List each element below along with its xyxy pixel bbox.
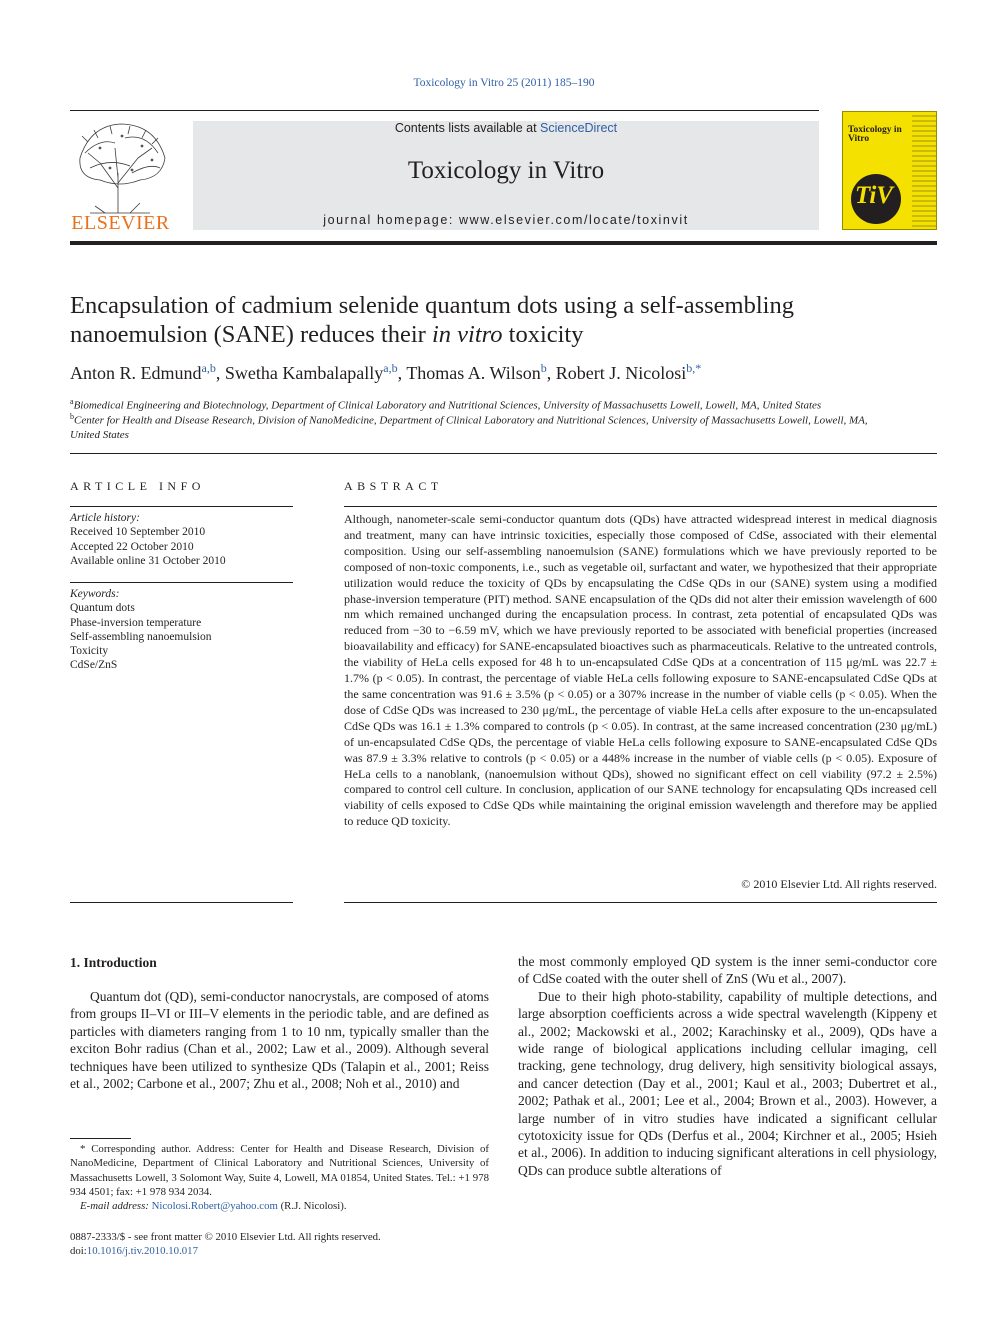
cover-logo-text: TiV	[855, 182, 893, 209]
author-affiliation-mark[interactable]: a,b	[383, 361, 398, 375]
abstract-rule	[344, 506, 937, 507]
author-separator: ,	[546, 363, 556, 383]
title-block-rule	[70, 453, 937, 454]
journal-cover-thumbnail	[842, 111, 937, 230]
keyword-item: Toxicity	[70, 645, 109, 658]
author-name: Anton R. Edmund	[70, 363, 202, 383]
homepage-link[interactable]: www.elsevier.com/locate/toxinvit	[459, 213, 689, 227]
author-affiliation-mark[interactable]: b	[540, 361, 547, 375]
elsevier-wordmark: ELSEVIER	[71, 212, 170, 234]
author-affiliation-mark[interactable]: b,*	[686, 361, 702, 375]
author-affiliation-mark[interactable]: a,b	[201, 361, 216, 375]
journal-title: Toxicology in Vitro	[407, 157, 605, 184]
corresponding-author-footnote	[70, 1142, 489, 1213]
header-bottom-rule	[70, 241, 937, 245]
author-separator: ,	[397, 363, 407, 383]
affiliation-a: $^a$Biomedical Engineering and Biotechnology, Department of Clinical Laboratory and Nutritional Sciences, University of Massachusetts Lowell, Lowell, MA, United States	[70, 397, 822, 412]
author-list	[70, 361, 930, 384]
keyword-item: Quantum dots	[70, 602, 135, 615]
article-history	[70, 511, 293, 568]
affiliation-b: $^b$Center for Health and Disease Research, Division of NanoMedicine, Department of Clinical Laboratory and Nutritional Sciences, University of Massachusetts Lowell, Lowell, MA, United States	[70, 412, 868, 442]
front-matter	[70, 1230, 489, 1259]
doi-line: doi:10.1016/j.tiv.2010.10.017	[70, 1245, 198, 1258]
cover-title: Toxicology in Vitro	[848, 125, 902, 144]
introduction-heading: 1. Introduction	[70, 955, 157, 970]
keyword-item: CdSe/ZnS	[70, 659, 118, 672]
journal-reference[interactable]: Toxicology in Vitro 25 (2011) 185–190	[413, 77, 595, 89]
abstract-text: Although, nanometer-scale semi-conductor quantum dots (QDs) have attracted widespread interest in medical diagnosis and treatment, many can have intrinsic toxicities, especially those composed of CdSe, associated with their elemental composition. Using our self-assembling nanoemulsion (SANE) formulations which we have previously reported to be composed of non-toxic components, i.e., such as vegetable oil, surfactant and water, we hypothesized that their appropriate utilization would reduce the toxicity of QDs by encapsulating the CdSe QDs in our (SANE) system using a modified phase-inversion temperature (PIT) method. SANE encapsulation of the QDs did not alter their emission wavelength of 600 nm which remained unchanged during the encapsulation process. In contrast, zeta potential of encapsulated QDs was reduced from −30 to −6.59 mV, which we have previously reported to be associated with beneficial properties (increased bioavailability and efficacy) for SANE-encapsulated bioactives such as pharmaceuticals. Relative to the untreated controls, the viability of HeLa cells exposed for 48 h to un-encapsulated CdSe QDs at a concentration of 115 μg/mL was 22.7 ± 1.7% (p < 0.05). In contrast, the percentage of viable HeLa cells following exposure to SANE-encapsulated CdSe QDs at the same concentration was 91.6 ± 3.5% (p < 0.05) or a 307% increase in the number of viable cells (p < 0.05). When the dose of CdSe QDs was increased to 230 μg/mL, the percentage of viable HeLa cells after exposure to the un-encapsulated CdSe QDs was 16.1 ± 1.3% compared to controls (p < 0.05). In contrast, at the same increased concentration (230 μg/mL) of un-encapsulated CdSe QDs, the percentage of viable HeLa cells following exposure to SANE-encapsulated CdSe QDs was 87.9 ± 3.3% relative to controls (p < 0.05) or a 448% increase in the number of viable cells (p < 0.05). Exposure of HeLa cells to a nanoblank, (nanoemulsion without QDs), showed no significant effect on cell viability (97.2 ± 2.5%) compared to control cell culture. In conclusion, application of our SANE technology for encapsulating QDs increased cell viability of cells exposed to CdSe QDs while maintaining the original emission wavelength and therefore may be applied to reduce QD toxicity.	[344, 512, 937, 829]
author-separator: ,	[215, 363, 225, 383]
sciencedirect-link[interactable]: ScienceDirect	[540, 121, 618, 135]
contents-line: Contents lists available at ScienceDirect	[394, 121, 618, 135]
abstract-bottom-rule	[344, 902, 937, 903]
history-online: Available online 31 October 2010	[70, 554, 226, 567]
author-name: Swetha Kambalapally	[224, 363, 384, 383]
intro-paragraph: Quantum dot (QD), semi-conductor nanocrystals, are composed of atoms from groups II–VI or III–V elements in the periodic table, and are defined as particles with diameters ranging from 1 to 10 nm, typically smaller than the exciton Bohr radius (Chan et al., 2002; Law et al., 2009). Although several techniques have been utilized to synthesize QDs (Talapin et al., 2001; Reiss et al., 2002; Carbone et al., 2007; Zhu et al., 2008; Noh et al., 2010) and	[70, 989, 489, 1092]
header-top-rule	[70, 110, 819, 111]
history-label: Article history:	[70, 512, 140, 524]
keywords-label: Keywords:	[70, 588, 120, 600]
history-accepted: Accepted 22 October 2010	[70, 540, 194, 553]
article-info-heading: ARTICLE INFO	[70, 479, 205, 493]
intro-paragraph: the most commonly employed QD system is the inner semi-conductor core of CdSe coated with the outer shell of ZnS (Wu et al., 2007).	[518, 954, 937, 987]
abstract-heading: ABSTRACT	[344, 479, 443, 493]
copyright: © 2010 Elsevier Ltd. All rights reserved.	[741, 877, 937, 891]
intro-paragraph: Due to their high photo-stability, capability of multiple detections, and large absorption coefficients across a wide spectral wavelength (Kippeny et al., 2002; Mackowski et al., 2002; Karachinsky et al., 2009), QDs have a wide range of biological applications including cellular imaging, cell tracking, gene technology, drug delivery, high sensitivity biological assays, and cancer detection (Day et al., 2001; Kaul et al., 2003; Dubertret et al., 2002; Pathak et al., 2001; Lee et al., 2004; Brown et al., 2003). However, a large number of in vitro studies have indicated a significant cellular cytotoxicity issue for QDs (Derfus et al., 2004; Kirchner et al., 2005; Hsieh et al., 2006). In addition to inducing significant alterations in cell physiology, QDs can produce subtle alterations of	[518, 988, 937, 1178]
corresponding-author: * Corresponding author. Address: Center for Health and Disease Research, Division of NanoMedicine, Department of Clinical Laboratory and Nutritional Sciences, University of Massachusetts Lowell, 3 Solomont Way, Suite 4, Lowell, MA 01854, United States. Tel.: +1 978 934 4501; fax: +1 978 934 2034.	[70, 1143, 489, 1198]
cover-stripes	[912, 112, 936, 230]
issn-line: 0887-2333/$ - see front matter © 2010 Elsevier Ltd. All rights reserved.	[70, 1231, 381, 1243]
keywords	[70, 587, 293, 673]
article-info-rule	[70, 506, 293, 507]
keyword-item: Phase-inversion temperature	[70, 616, 202, 629]
intro-right-column	[518, 953, 937, 1179]
footnote-rule	[70, 1138, 131, 1139]
article-title: Encapsulation of cadmium selenide quantum dots using a self-assembling nanoemulsion (SANE) reduces their in vitro toxicity	[70, 292, 794, 348]
email-link[interactable]: Nicolosi.Robert@yahoo.com	[151, 1200, 278, 1213]
doi-link[interactable]: 10.1016/j.tiv.2010.10.017	[86, 1245, 198, 1258]
history-received: Received 10 September 2010	[70, 526, 206, 539]
author-name: Robert J. Nicolosi	[555, 363, 687, 383]
keyword-item: Self-assembling nanoemulsion	[70, 630, 212, 643]
keywords-rule	[70, 582, 293, 583]
email-line: E-mail address: Nicolosi.Robert@yahoo.com (R.J. Nicolosi).	[80, 1200, 347, 1213]
journal-homepage: journal homepage: www.elsevier.com/locate/toxinvit	[323, 213, 689, 227]
article-info-bottom-rule	[70, 902, 293, 903]
intro-left-column	[70, 988, 489, 1092]
author-name: Thomas A. Wilson	[406, 363, 541, 383]
